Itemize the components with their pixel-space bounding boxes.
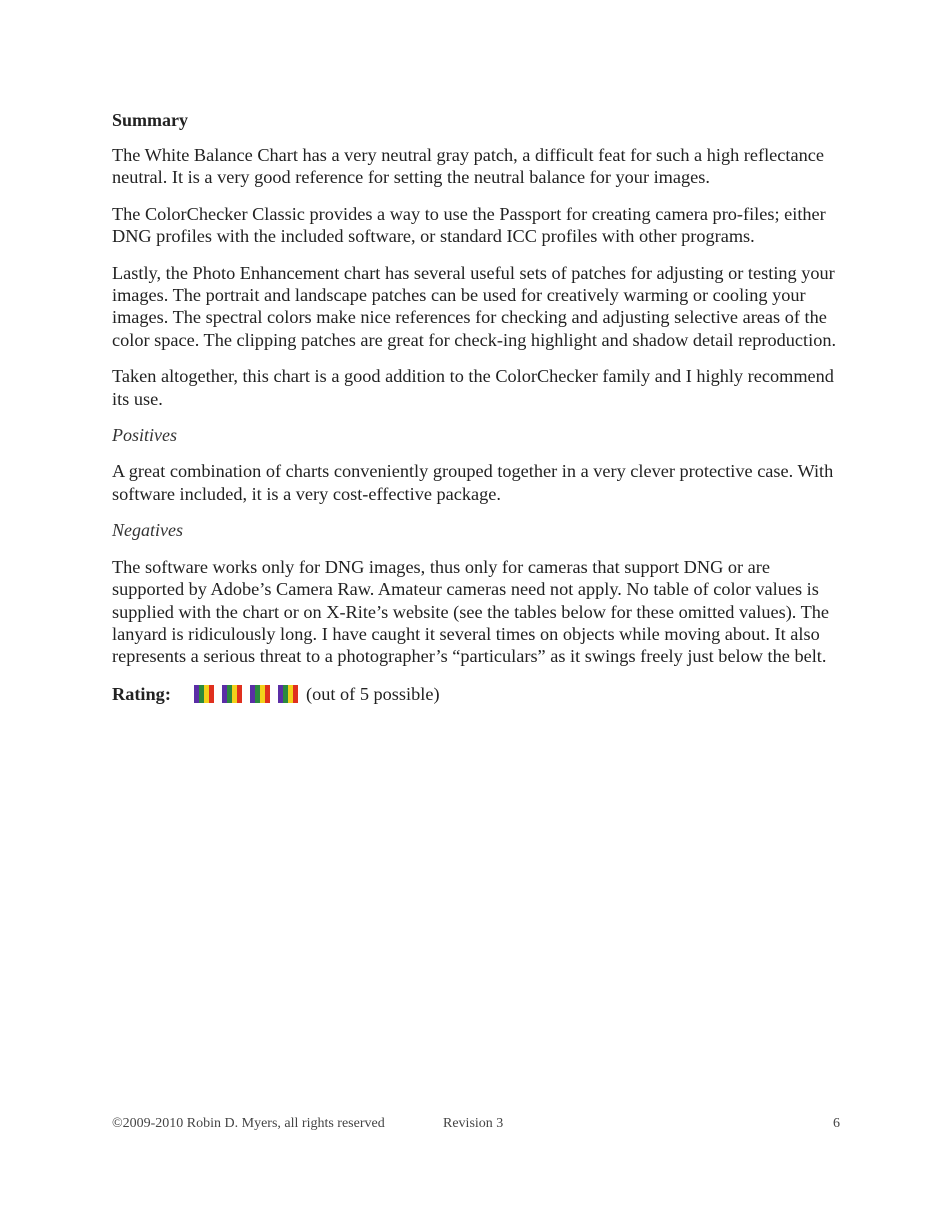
rating-icons <box>194 685 298 703</box>
positives-paragraph: A great combination of charts conveniently grouped together in a very clever protective case. With software included, it is a very cost-effective package. <box>112 461 834 504</box>
positives-heading: Positives <box>112 425 177 446</box>
summary-paragraph-white-balance: The White Balance Chart has a very neutral gray patch, a difficult feat for such a high reflectance neutral. It is a very good reference for setting the neutral balance for your images. <box>112 145 824 188</box>
negatives-paragraph: The software works only for DNG images, thus only for cameras that support DNG or are supported by Adobe’s Camera Raw. Amateur cameras need not apply. No table of color values is supplied with the chart or on X-Rite’s website (see the tables below for these omitted values). The lanyard is ridiculously long. I have caught it several times on objects while moving about. It also represents a serious threat to a photographer’s “particulars” as it swings freely just below the belt. <box>112 556 830 667</box>
negatives-heading: Negatives <box>112 520 183 541</box>
rating-note: (out of 5 possible) <box>306 683 440 704</box>
footer-copyright: ©2009-2010 Robin D. Myers, all rights reserved <box>112 1116 385 1131</box>
footer-page-number: 6 <box>833 1116 840 1131</box>
footer-revision: Revision 3 <box>443 1116 504 1131</box>
color-bars-icon <box>250 685 270 703</box>
color-bars-icon <box>278 685 298 703</box>
summary-paragraph-photo-enhancement: Lastly, the Photo Enhancement chart has several useful sets of patches for adjusting or testing your images. The portrait and landscape patches can be used for creatively warming or cooling your images. The spectral colors make nice references for checking and adjusting selective areas of the color space. The clipping patches are great for check-ing highlight and shadow detail reproduction. <box>112 262 837 350</box>
summary-paragraph-conclusion: Taken altogether, this chart is a good addition to the ColorChecker family and I highly recommend its use. <box>112 366 834 409</box>
rating-row <box>112 682 840 706</box>
rating-label: Rating: <box>112 683 171 704</box>
color-bars-icon <box>194 685 214 703</box>
summary-paragraph-colorchecker: The ColorChecker Classic provides a way to use the Passport for creating camera pro-files; either DNG profiles with the included software, or standard ICC profiles with other programs. <box>112 203 826 247</box>
page-content <box>112 108 840 706</box>
section-heading-summary: Summary <box>112 110 188 130</box>
color-bars-icon <box>222 685 242 703</box>
